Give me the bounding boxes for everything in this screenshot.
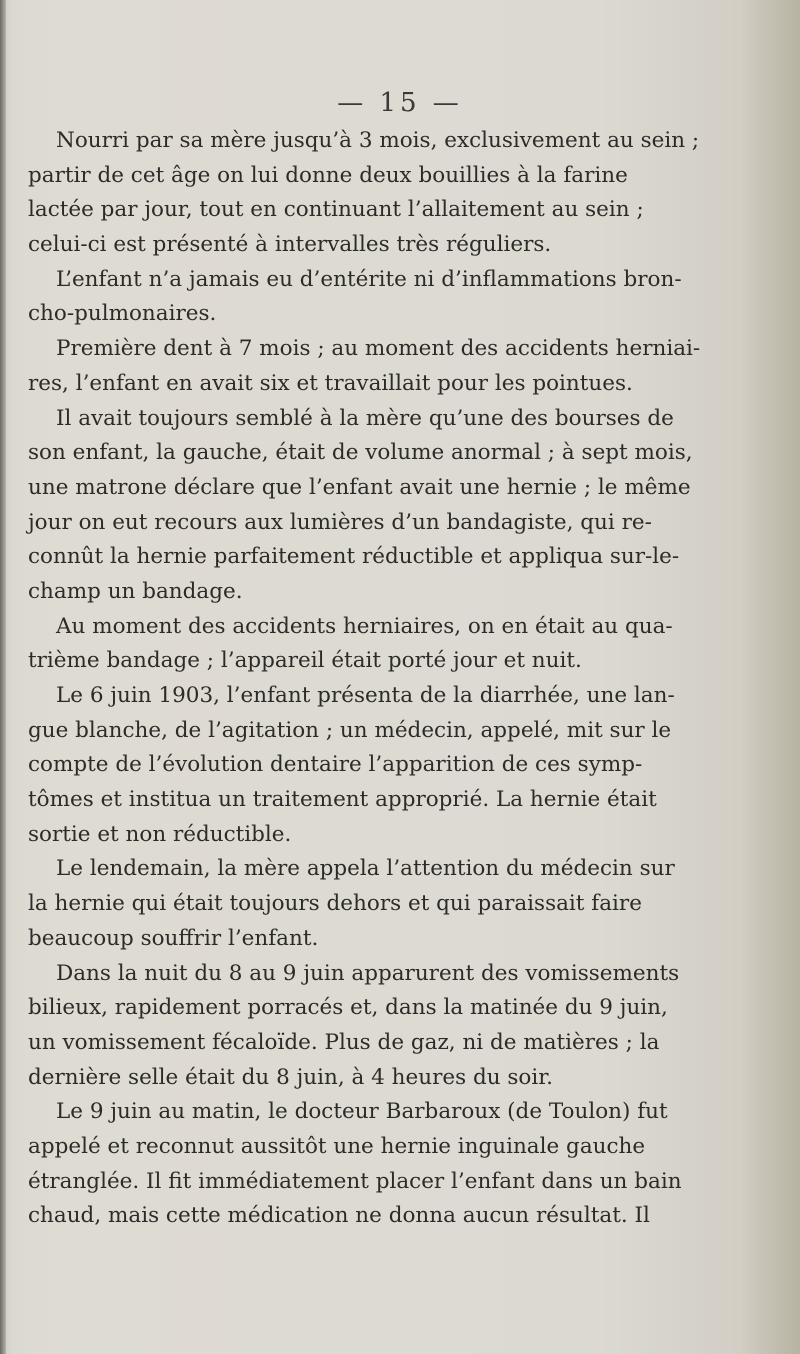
text-line: Au moment des accidents herniaires, on en était au qua- — [56, 613, 673, 639]
text-line: étranglée. Il fit immédiatement placer l’enfant dans un bain — [28, 1168, 682, 1194]
text-line: la hernie qui était toujours dehors et qui paraissait faire — [28, 891, 642, 917]
text-line: Le lendemain, la mère appela l’attention du médecin sur — [56, 856, 675, 882]
text-line: res, l’enfant en avait six et travaillait pour les pointues. — [28, 370, 633, 396]
text-line: Dans la nuit du 8 au 9 juin apparurent des vomissements — [56, 960, 680, 986]
text-line: Le 6 juin 1903, l’enfant présenta de la diarrhée, une lan- — [56, 683, 675, 708]
text-line: beaucoup souffrir l’enfant. — [28, 925, 319, 951]
text-line: connût la hernie parfaitement réductible et appliqua sur-le- — [28, 544, 680, 570]
text-line: Nourri par sa mère jusqu’à 3 mois, exclusivement au sein ; — [56, 128, 700, 153]
text-line: partir de cet âge on lui donne deux bouillies à la farine — [28, 162, 628, 188]
text-line: Première dent à 7 mois ; au moment des accidents herniai- — [56, 336, 701, 362]
text-line: sortie et non réductible. — [28, 821, 292, 847]
text-line: dernière selle était du 8 juin, à 4 heures du soir. — [28, 1064, 554, 1090]
text-line: trième bandage ; l’appareil était porté jour et nuit. — [28, 648, 582, 674]
text-line: bilieux, rapidement porracés et, dans la matinée du 9 juin, — [28, 995, 668, 1021]
text-line: Le 9 juin au matin, le docteur Barbaroux (de Toulon) fut — [56, 1099, 668, 1125]
text-line: compte de l’évolution dentaire l’apparition de ces symp- — [28, 752, 643, 778]
text-line: Il avait toujours semblé à la mère qu’une des bourses de — [56, 405, 674, 431]
text-line: L’enfant n’a jamais eu d’entérite ni d’inflammations bron- — [56, 266, 682, 292]
page-number: — 15 — — [337, 88, 463, 118]
text-line: champ un bandage. — [28, 578, 243, 604]
text-line: un vomissement fécaloïde. Plus de gaz, ni de matières ; la — [28, 1029, 660, 1055]
text-line: tômes et institua un traitement approprié. La hernie était — [28, 787, 657, 813]
text-line: jour on eut recours aux lumières d’un bandagiste, qui re- — [28, 509, 652, 535]
text-line: lactée par jour, tout en continuant l’allaitement au sein ; — [28, 197, 644, 223]
text-line: son enfant, la gauche, était de volume anormal ; à sept mois, — [28, 440, 693, 466]
text-line: celui-ci est présenté à intervalles très réguliers. — [28, 232, 552, 258]
text-line: chaud, mais cette médication ne donna aucun résultat. Il — [28, 1203, 650, 1229]
page-binding-edge — [0, 0, 6, 1354]
text-line: cho-pulmonaires. — [28, 301, 217, 327]
text-line: appelé et reconnut aussitôt une hernie inguinale gauche — [28, 1133, 646, 1159]
text-line: une matrone déclare que l’enfant avait une hernie ; le même — [28, 474, 691, 500]
body-text — [28, 124, 788, 1234]
text-line: gue blanche, de l’agitation ; un médecin, appelé, mit sur le — [28, 717, 672, 743]
